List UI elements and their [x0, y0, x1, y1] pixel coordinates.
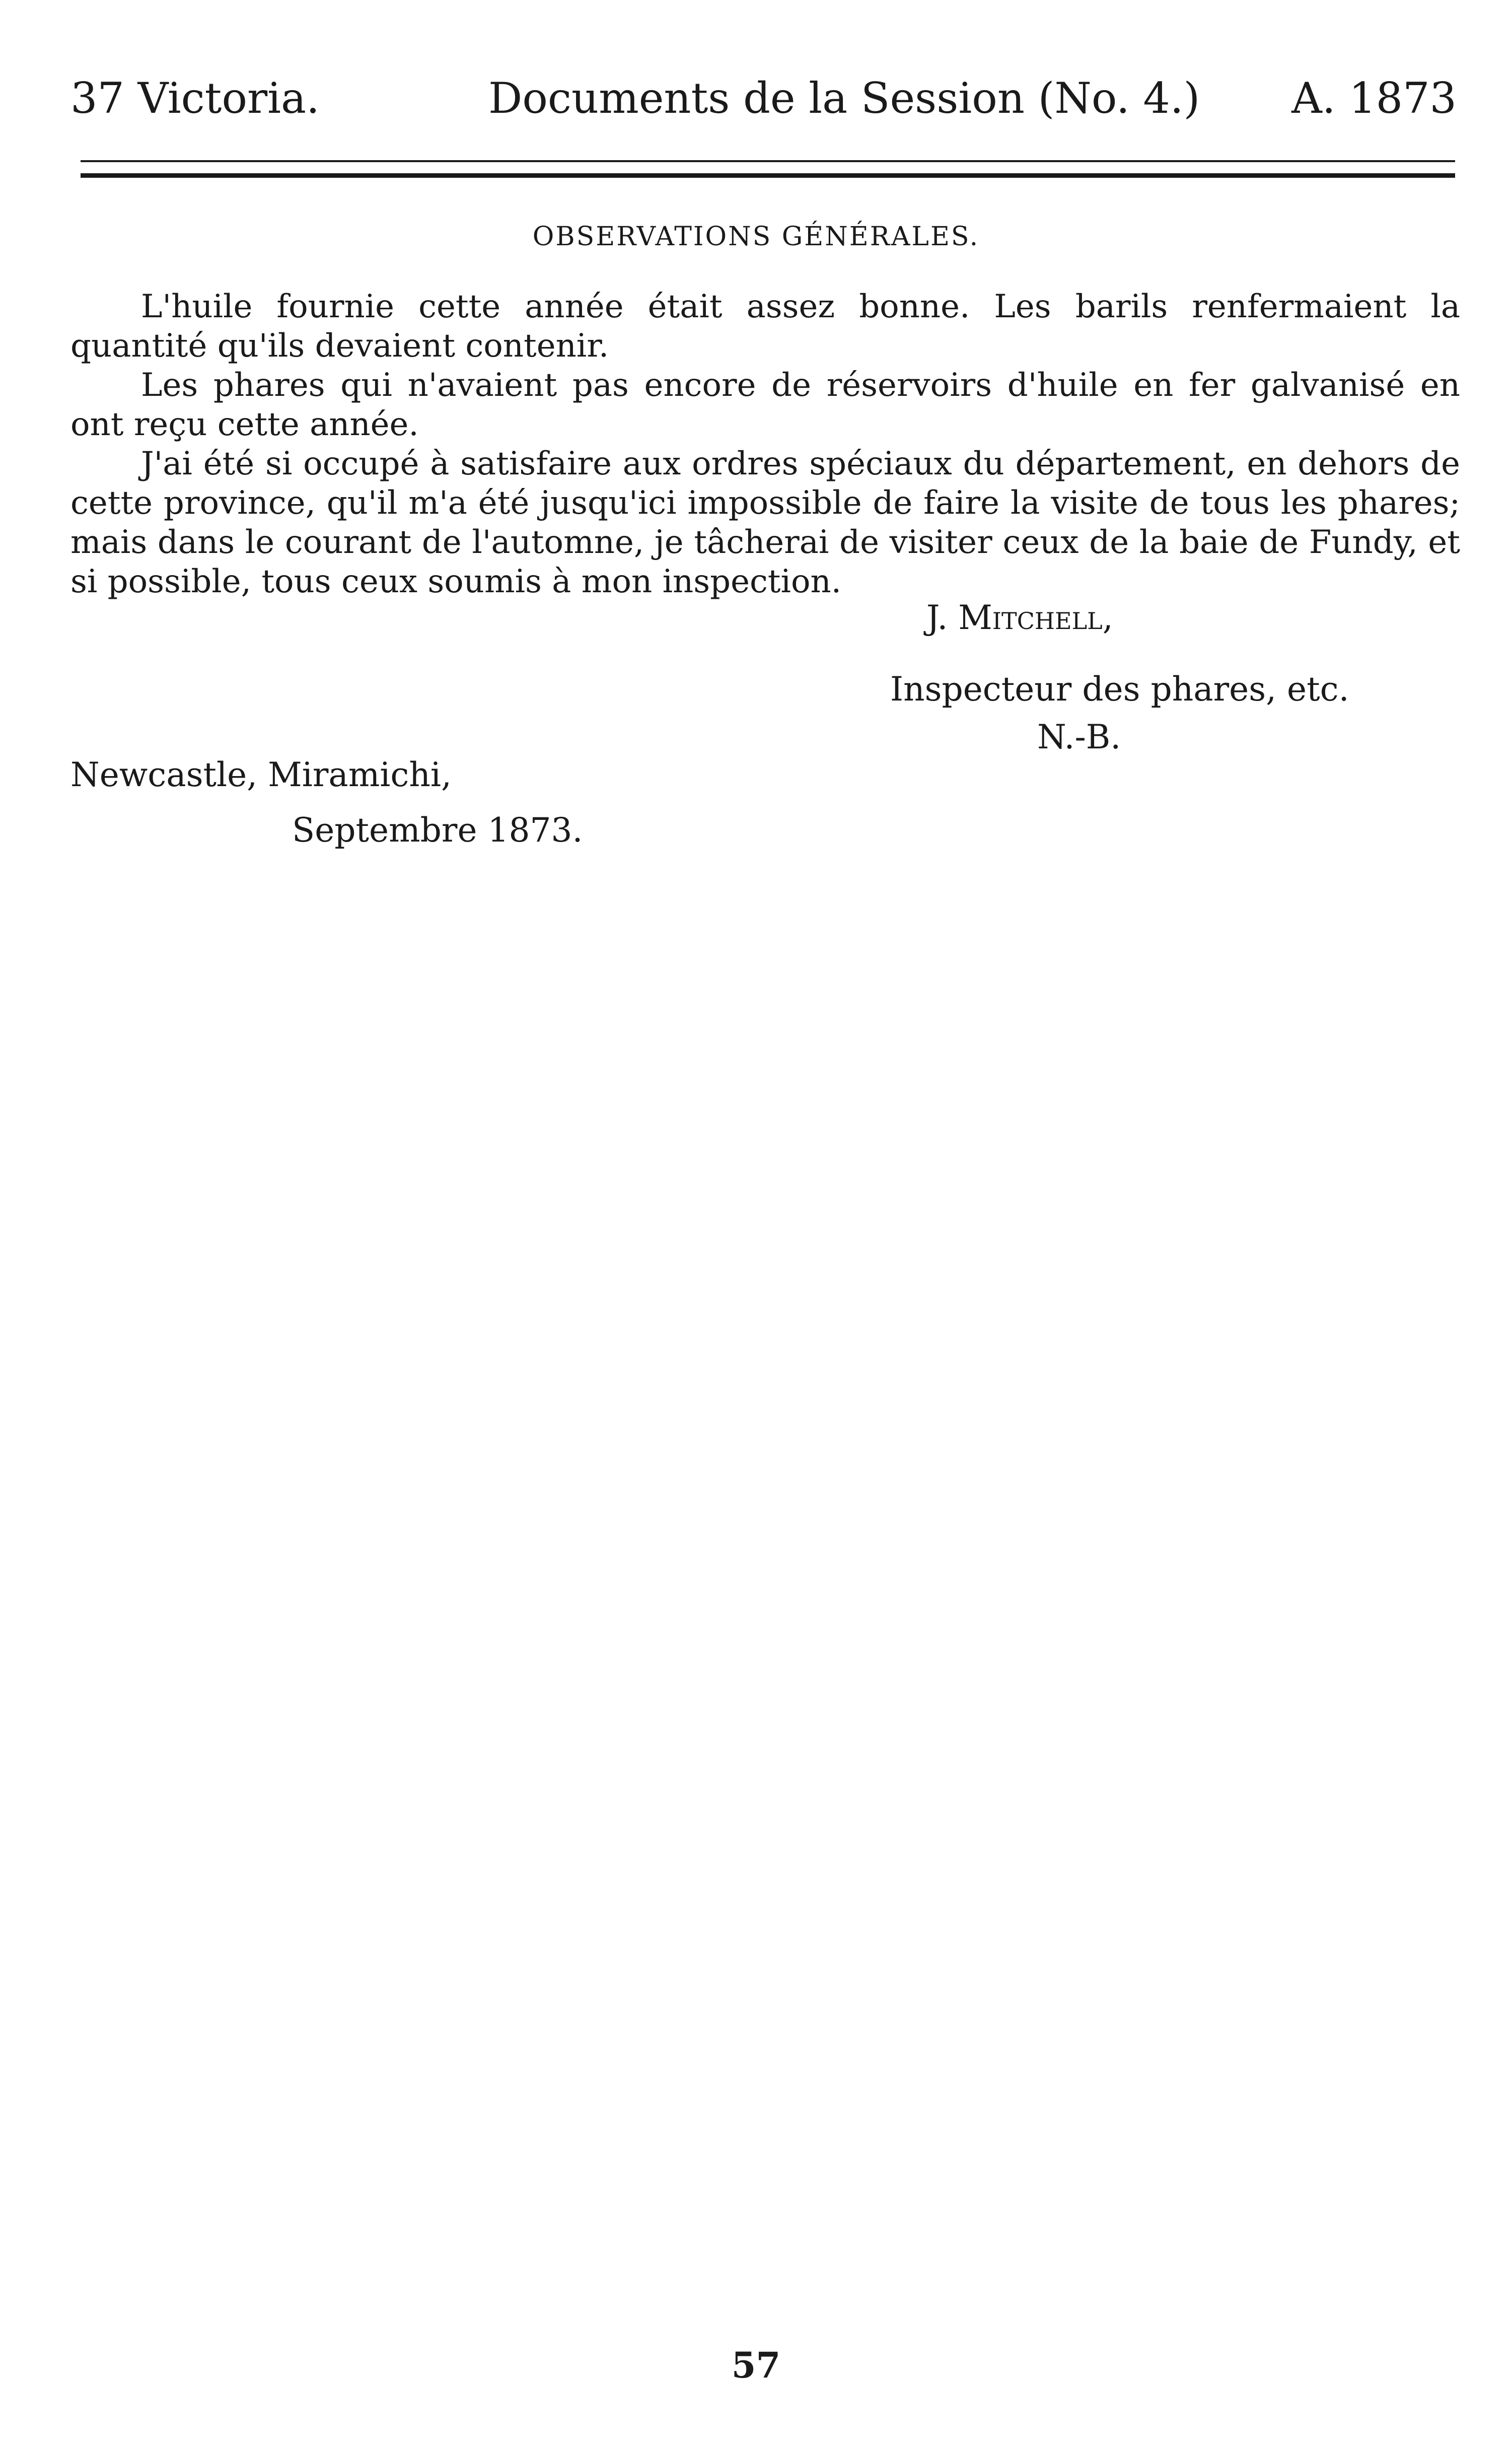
signature-title: Inspecteur des phares, etc. [890, 670, 1349, 709]
paragraph-reservoirs: Les phares qui n'avaient pas encore de réservoirs d'huile en fer galvanisé en ont reçu cette année. [70, 367, 1460, 443]
signature-name: J. Mitchell, [926, 598, 1113, 637]
header-rule-thin [81, 160, 1455, 162]
header-rule-thick [81, 173, 1455, 178]
signature-province: N.-B. [1037, 718, 1121, 756]
header-year: A. 1873 [1291, 74, 1457, 123]
header-regnal-year: 37 Victoria. [70, 74, 320, 123]
date-line: Septembre 1873. [292, 811, 583, 850]
running-header [70, 65, 1457, 131]
section-heading: OBSERVATIONS GÉNÉRALES. [532, 222, 980, 252]
place-line: Newcastle, Miramichi, [70, 755, 452, 794]
paragraph-oil: L'huile fournie cette année était assez bonne. Les barils renfermaient la quantité qu'ils devaient contenir. [70, 288, 1460, 365]
page-number: 57 [731, 2344, 781, 2386]
header-document-title: Documents de la Session (No. 4.) [488, 74, 1200, 123]
paragraph-inspection: J'ai été si occupé à satisfaire aux ordres spéciaux du département, en dehors de cette province, qu'il m'a été jusqu'ici impossible de faire la visite de tous les phares; mais dans le courant de l'automne, je tâcherai de visiter ceux de la baie de Fundy, et si possible, tous ceux soumis à mon inspection. [70, 445, 1460, 600]
body-text [70, 287, 1460, 601]
